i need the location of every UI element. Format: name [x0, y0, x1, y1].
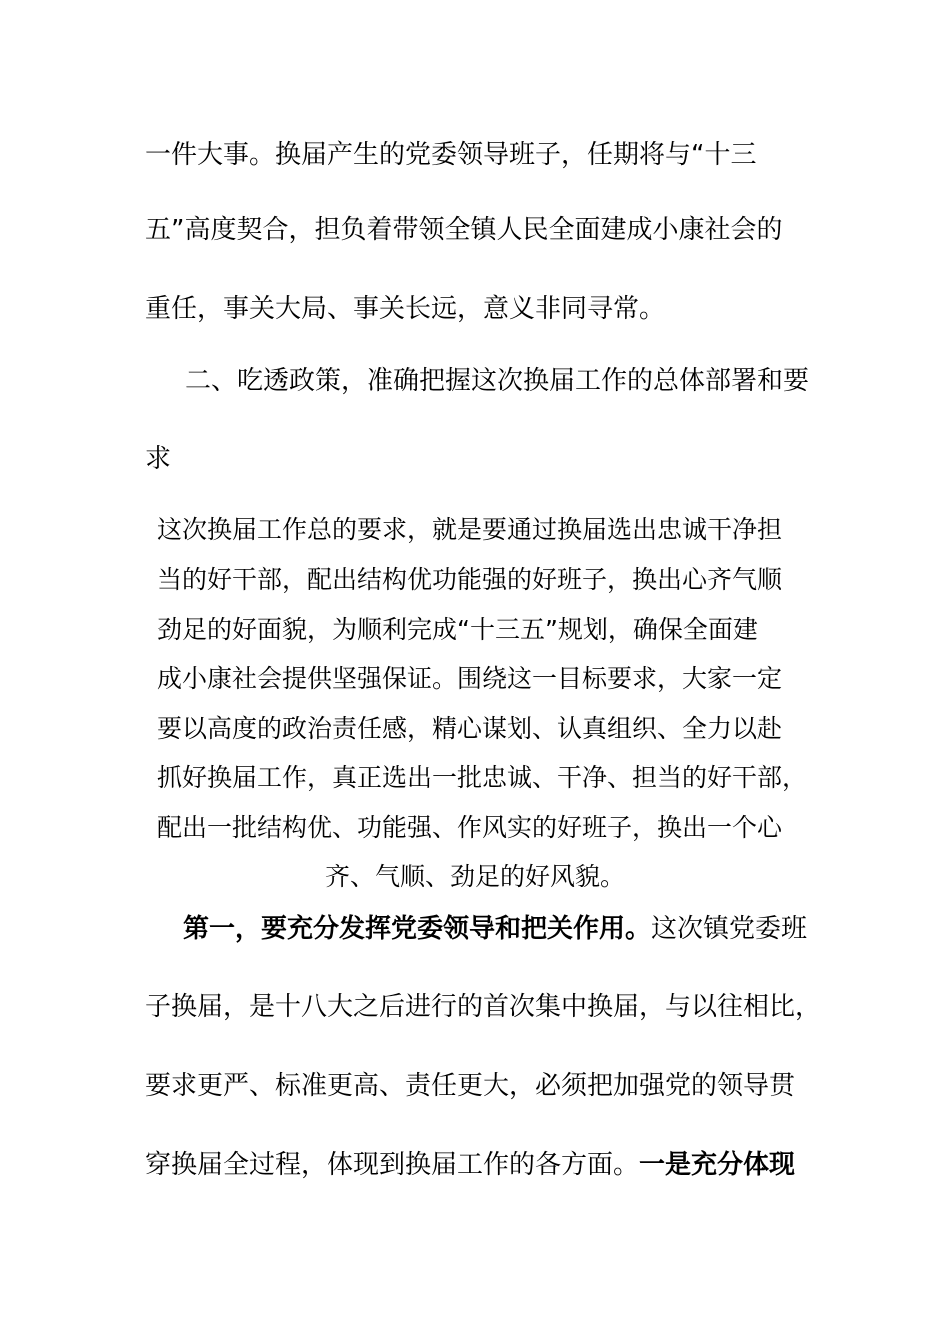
section-heading-line1: 二、吃透政策，准确把握这次换届工作的总体部署和要 [185, 366, 810, 396]
paragraph2-line1: 这次换届工作总的要求，就是要通过换届选出忠诚干净担 [157, 515, 783, 544]
paragraph1-line2: 五”高度契合，担负着带领全镇人民全面建成小康社会的 [145, 215, 783, 245]
paragraph2-line7: 配出一批结构优、功能强、作风实的好班子，换出一个心 [157, 813, 783, 842]
section-heading-line2: 求 [145, 444, 172, 474]
paragraph3-line4-start: 穿换届全过程，体现到换届工作的各方面。 [145, 1150, 640, 1180]
paragraph3-line1-rest: 这次镇党委班 [651, 914, 808, 944]
paragraph3-line4-bold: 一是充分体现 [639, 1150, 796, 1180]
paragraph2-line6: 抓好换届工作，真正选出一批忠诚、干净、担当的好干部， [157, 763, 808, 792]
paragraph3-line4 [145, 1148, 795, 1182]
paragraph2-line2: 当的好干部，配出结构优功能强的好班子，换出心齐气顺 [157, 565, 783, 594]
paragraph1-line3: 重任，事关大局、事关长远，意义非同寻常。 [145, 294, 666, 324]
paragraph3-line1 [183, 912, 807, 946]
paragraph2-line8: 齐、气顺、劲足的好风貌。 [324, 862, 625, 891]
paragraph3-bold-lead: 第一，要充分发挥党委领导和把关作用。 [183, 914, 652, 944]
paragraph3-line2: 子换届，是十八大之后进行的首次集中换届，与以往相比， [145, 992, 822, 1022]
paragraph2-line3: 劲足的好面貌，为顺利完成“十三五”规划，确保全面建 [157, 615, 758, 644]
paragraph2-line4: 成小康社会提供坚强保证。围绕这一目标要求，大家一定 [157, 664, 783, 693]
paragraph1-line1: 一件大事。换届产生的党委领导班子，任期将与“十三 [145, 140, 757, 170]
paragraph3-line3: 要求更严、标准更高、责任更大，必须把加强党的领导贯 [145, 1071, 796, 1101]
paragraph2-line5: 要以高度的政治责任感，精心谋划、认真组织、全力以赴 [157, 714, 783, 743]
